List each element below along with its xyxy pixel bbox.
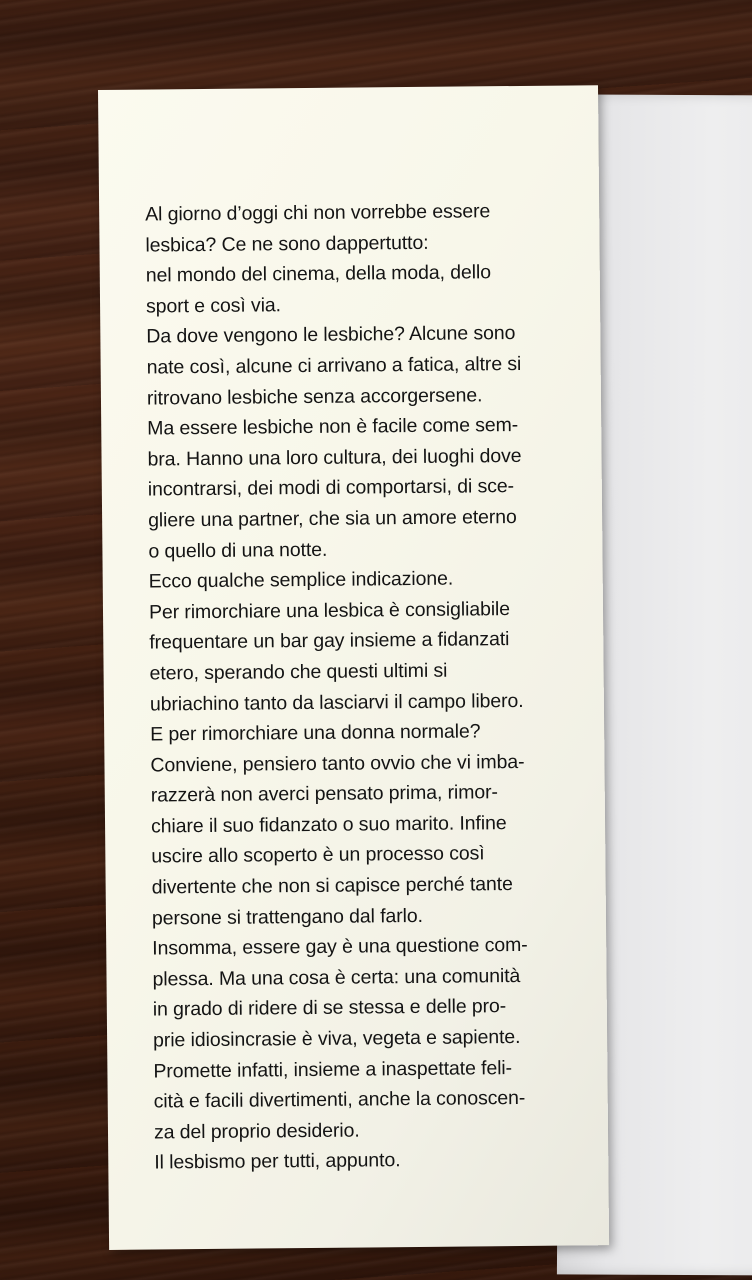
blurb-text bbox=[145, 196, 574, 1179]
text-line: ubriachino tanto da lasciarvi il campo libero. bbox=[149, 689, 524, 716]
text-line: plessa. Ma una cosa è certa: una comunità bbox=[152, 964, 521, 991]
text-line: ritrovano lesbiche senza accorgersene. bbox=[146, 383, 483, 410]
text-line: razzerà non averci pensato prima, rimor- bbox=[150, 781, 499, 807]
text-line: gliere una partner, che sia un amore eterno bbox=[148, 505, 517, 532]
text-line: divertente che non si capisce perché tante bbox=[151, 873, 513, 899]
text-line: etero, sperando che questi ultimi si bbox=[149, 659, 448, 685]
text-line: persone si trattengano dal farlo. bbox=[151, 904, 424, 930]
text-line: in grado di ridere di se stessa e delle pro- bbox=[152, 995, 507, 1021]
text-line: uscire allo scoperto è un processo così bbox=[151, 842, 485, 868]
text-line: Ma essere lesbiche non è facile come sem- bbox=[147, 414, 519, 440]
text-line: o quello di una notte. bbox=[148, 538, 328, 563]
text-line: za del proprio desiderio. bbox=[153, 1119, 360, 1144]
text-line: incontrarsi, dei modi di comportarsi, di sce- bbox=[147, 475, 515, 501]
text-line: Il lesbismo per tutti, appunto. bbox=[154, 1149, 401, 1174]
text-line: nate così, alcune ci arrivano a fatica, altre si bbox=[146, 352, 522, 379]
text-line: Da dove vengono le lesbiche? Alcune sono bbox=[146, 322, 516, 348]
text-line: sport e così via. bbox=[145, 294, 282, 318]
text-line: frequentare un bar gay insieme a fidanzati bbox=[149, 628, 510, 654]
text-line: cità e facili divertimenti, anche la conoscen- bbox=[153, 1087, 526, 1113]
book-flap-page bbox=[98, 85, 609, 1250]
text-line: lesbica? Ce ne sono dappertutto: bbox=[145, 231, 429, 257]
text-line: Conviene, pensiero tanto ovvio che vi imba- bbox=[150, 750, 525, 777]
text-line: nel mondo del cinema, della moda, dello bbox=[145, 261, 492, 287]
text-line: Per rimorchiare una lesbica è consigliabile bbox=[148, 597, 511, 624]
text-line: Al giorno d’oggi chi non vorrebbe essere bbox=[145, 200, 491, 226]
text-line: bra. Hanno una loro cultura, dei luoghi dove bbox=[147, 444, 522, 471]
text-line: prie idiosincrasie è viva, vegeta e sapiente. bbox=[153, 1026, 521, 1052]
text-line: Promette infatti, insieme a inaspettate feli- bbox=[153, 1056, 513, 1083]
text-line: E per rimorchiare una donna normale? bbox=[150, 720, 481, 746]
text-line: Ecco qualche semplice indicazione. bbox=[148, 567, 454, 593]
text-line: chiare il suo fidanzato o suo marito. Infine bbox=[150, 811, 507, 838]
text-line: Insomma, essere gay è una questione com- bbox=[152, 934, 528, 960]
